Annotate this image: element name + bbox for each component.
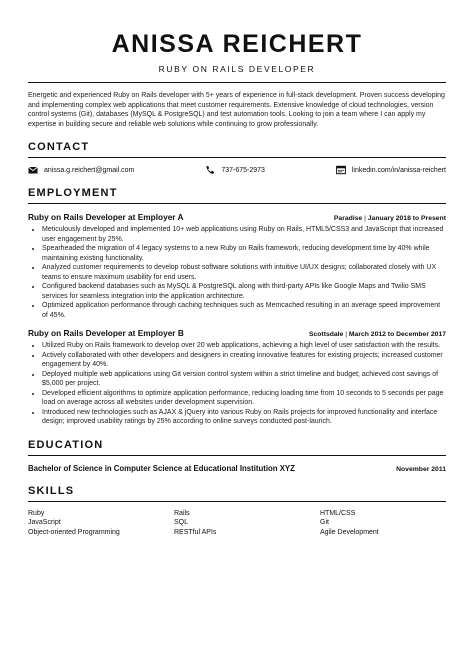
job-bullet: • Configured backend databases such as MySQL & PostgreSQL along with third-party APIs like Google Maps and Twilio SMS services for seamless integration into the application architecture. [42,282,446,301]
skills-section-title: SKILLS [28,484,75,497]
job-bullet: • Developed efficient algorithms to optimize application performance, reducing loading time from 10 seconds to 5 seconds per page load on average across all websites under development supervision. [42,389,446,408]
job-title: Ruby on Rails Developer at Employer B [28,328,184,339]
education-degree: Bachelor of Science in Computer Science at Educational Institution XYZ [28,463,295,473]
contact-phone [205,165,265,175]
job-bullet: • Deployed multiple web applications using Git version control system within a strict timeline and budget; achieved cost savings of $5,000 per project. [42,370,446,389]
job-bullet: • Meticulously developed and implemented 10+ web applications using Ruby on Rails, HTML5/CSS3 and JavaScript that increased user engagement by 25%. [42,225,446,244]
skill-item: SQL [174,519,189,527]
education-entry [28,464,446,473]
job-bullet: • Analyzed customer requirements to develop robust software solutions with intuitive UI/UX designs; collaborated closely with UX teams to ensure maximum usability for end users. [42,263,446,282]
skill-item: RESTful APIs [174,528,217,536]
skill-item: Git [320,519,329,527]
contact-section-title: CONTACT [28,141,90,154]
employment-divider [28,203,446,204]
education-section-title: EDUCATION [28,438,104,451]
job-bullet: • Utilized Ruby on Rails framework to develop over 20 web applications, achieving a high level of user satisfaction with the results. [42,341,446,351]
email-text[interactable]: anissa.g.reichert@gmail.com [44,166,135,174]
browser-window-icon [336,165,346,175]
job-location: Paradise [333,215,363,223]
job-bullet: • Introduced new technologies such as AJAX & jQuery into various Ruby on Rails projects for improved functionality and interface design; improved usability ratings by 25% according to online surveys conducted post-launch. [42,408,446,427]
job-meta: Scottsdale | March 2012 to December 2017 [308,331,446,339]
education-date: November 2011 [396,465,446,473]
contact-email [28,165,134,175]
phone-icon [205,165,215,175]
skill-item: JavaScript [28,519,61,527]
skills-grid [28,509,446,538]
skill-item: HTML/CSS [320,509,356,517]
summary-text: Energetic and experienced Ruby on Rails developer with 5+ years of experience in full-stack development. Proven success developing and implementing complex web applications that meet customer requirements. Extensive knowledge of cloud technologies, version control systems (Git), databases (MySQL & PostgreSQL) and test automation tools. Looking to join a team where I can apply my expertise in building secure and reliable web solutions while continuing to grow professionally. [28,92,445,128]
skill-item: Object-oriented Programming [28,528,120,536]
candidate-role: RUBY ON RAILS DEVELOPER [158,64,316,74]
education-divider [28,455,446,456]
envelope-icon [28,165,38,175]
job-meta: Paradise | January 2018 to Present [333,215,446,223]
contact-divider [28,157,446,158]
job-title: Ruby on Rails Developer at Employer A [28,212,184,223]
phone-text[interactable]: 737-675-2973 [221,166,265,174]
employment-section-title: EMPLOYMENT [28,187,118,200]
job-location: Scottsdale [308,331,344,339]
linkedin-text[interactable]: linkedin.com/in/anissa-reichert [351,166,446,174]
skill-item: Agile Development [320,528,379,536]
candidate-name: ANISSA REICHERT [111,30,363,58]
job-bullet: • Actively collaborated with other developers and designers in creating innovative features for existing projects; increased customer engagement by 40%. [42,351,446,370]
contact-linkedin [336,165,446,175]
header-divider [28,82,446,83]
job-header [28,212,446,222]
job-bullet: • Spearheaded the migration of 4 legacy systems to a new Ruby on Rails framework, reducing development time by 40% while maintaining existing functionality. [42,244,446,263]
job-bullets [28,341,446,427]
contact-row [28,165,446,175]
job-bullet: • Optimized application performance through caching techniques such as Memcached resulting in an average speed improvement of 45%. [42,301,446,320]
job-dates: March 2012 to December 2017 [348,331,446,339]
job-header [28,328,446,338]
job-bullets [28,225,446,320]
job-dates: January 2018 to Present [367,215,446,223]
skill-item: Rails [174,509,190,517]
skills-divider [28,501,446,502]
skill-item: Ruby [28,509,45,517]
